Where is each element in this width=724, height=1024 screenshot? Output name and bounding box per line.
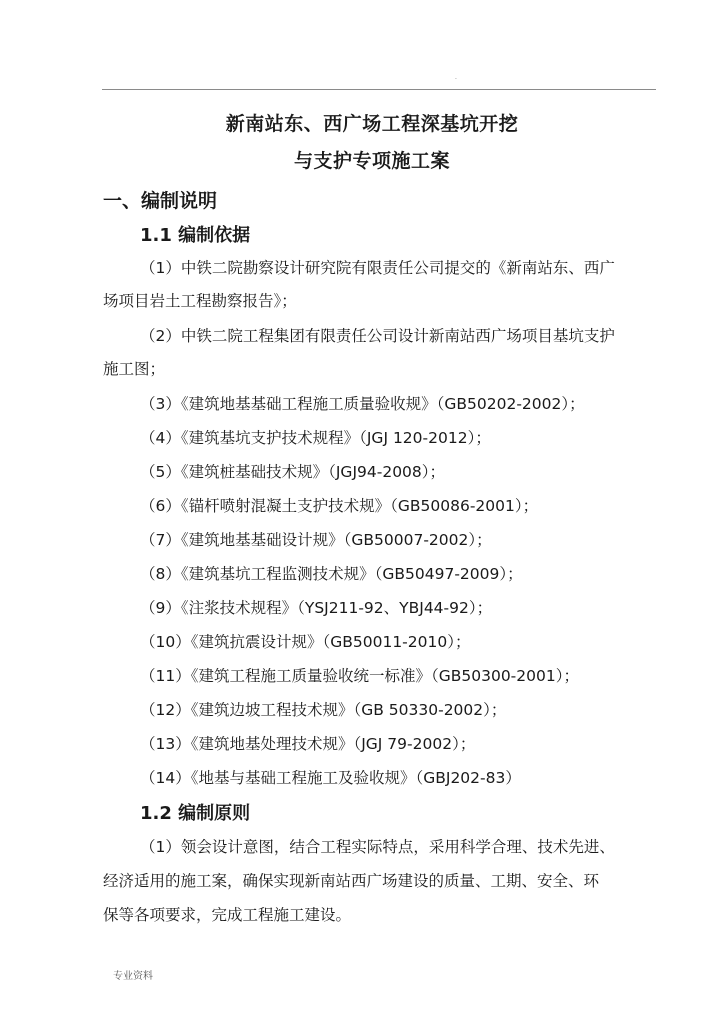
header-rule: [102, 89, 656, 90]
document-title-line-1: 新南站东、西广场工程深基坑开挖: [225, 113, 519, 135]
principles-line-1: （1）领会设计意图，结合工程实际特点，采用科学合理、技术先进、: [140, 838, 615, 856]
subsection-heading-principles: 1.2 编制原则: [140, 803, 251, 824]
list-item: （10）《建筑抗震设计规》（GB50011-2010）；: [140, 633, 471, 651]
subsection-heading-basis: 1.1 编制依据: [140, 225, 251, 246]
list-item: （4）《建筑基坑支护技术规程》（JGJ 120-2012）；: [140, 429, 491, 447]
list-item: （11）《建筑工程施工质量验收统一标准》（GB50300-2001）；: [140, 667, 579, 685]
document-title-line-2: 与支护专项施工案: [293, 150, 450, 172]
list-item: （9）《注浆技术规程》（YSJ211-92、YBJ44-92）；: [140, 599, 493, 617]
principles-line-2: 经济适用的施工案，确保实现新南站西广场建设的质量、工期、安全、环: [103, 872, 600, 890]
header-mark: .: [455, 74, 457, 81]
list-item: （5）《建筑桩基础技术规》（JGJ94-2008）；: [140, 463, 446, 481]
list-item: （14）《地基与基础工程施工及验收规》（GBJ202-83）: [140, 769, 521, 787]
list-item: （8）《建筑基坑工程监测技术规》（GB50497-2009）；: [140, 565, 523, 583]
list-item: （12）《建筑边坡工程技术规》（GB 50330-2002）；: [140, 701, 507, 719]
basis-item-2-line-1: （2）中铁二院工程集团有限责任公司设计新南站西广场项目基坑支护: [140, 327, 615, 345]
list-item: （13）《建筑地基处理技术规》（JGJ 79-2002）；: [140, 735, 476, 753]
section-heading: 一、编制说明: [103, 190, 218, 212]
basis-item-1-line-2: 场项目岩土工程勘察报告》；: [103, 292, 297, 310]
list-item: （6）《锚杆喷射混凝土支护技术规》（GB50086-2001）；: [140, 497, 539, 515]
basis-item-2-line-2: 施工图；: [103, 360, 166, 378]
basis-item-1-line-1: （1）中铁二院勘察设计研究院有限责任公司提交的《新南站东、西广: [140, 259, 615, 277]
page-footer: 专业资料: [113, 971, 153, 982]
principles-line-3: 保等各项要求，完成工程施工建设。: [103, 906, 352, 924]
list-item: （7）《建筑地基基础设计规》（GB50007-2002）；: [140, 531, 492, 549]
list-item: （3）《建筑地基基础工程施工质量验收规》（GB50202-2002）；: [140, 395, 585, 413]
